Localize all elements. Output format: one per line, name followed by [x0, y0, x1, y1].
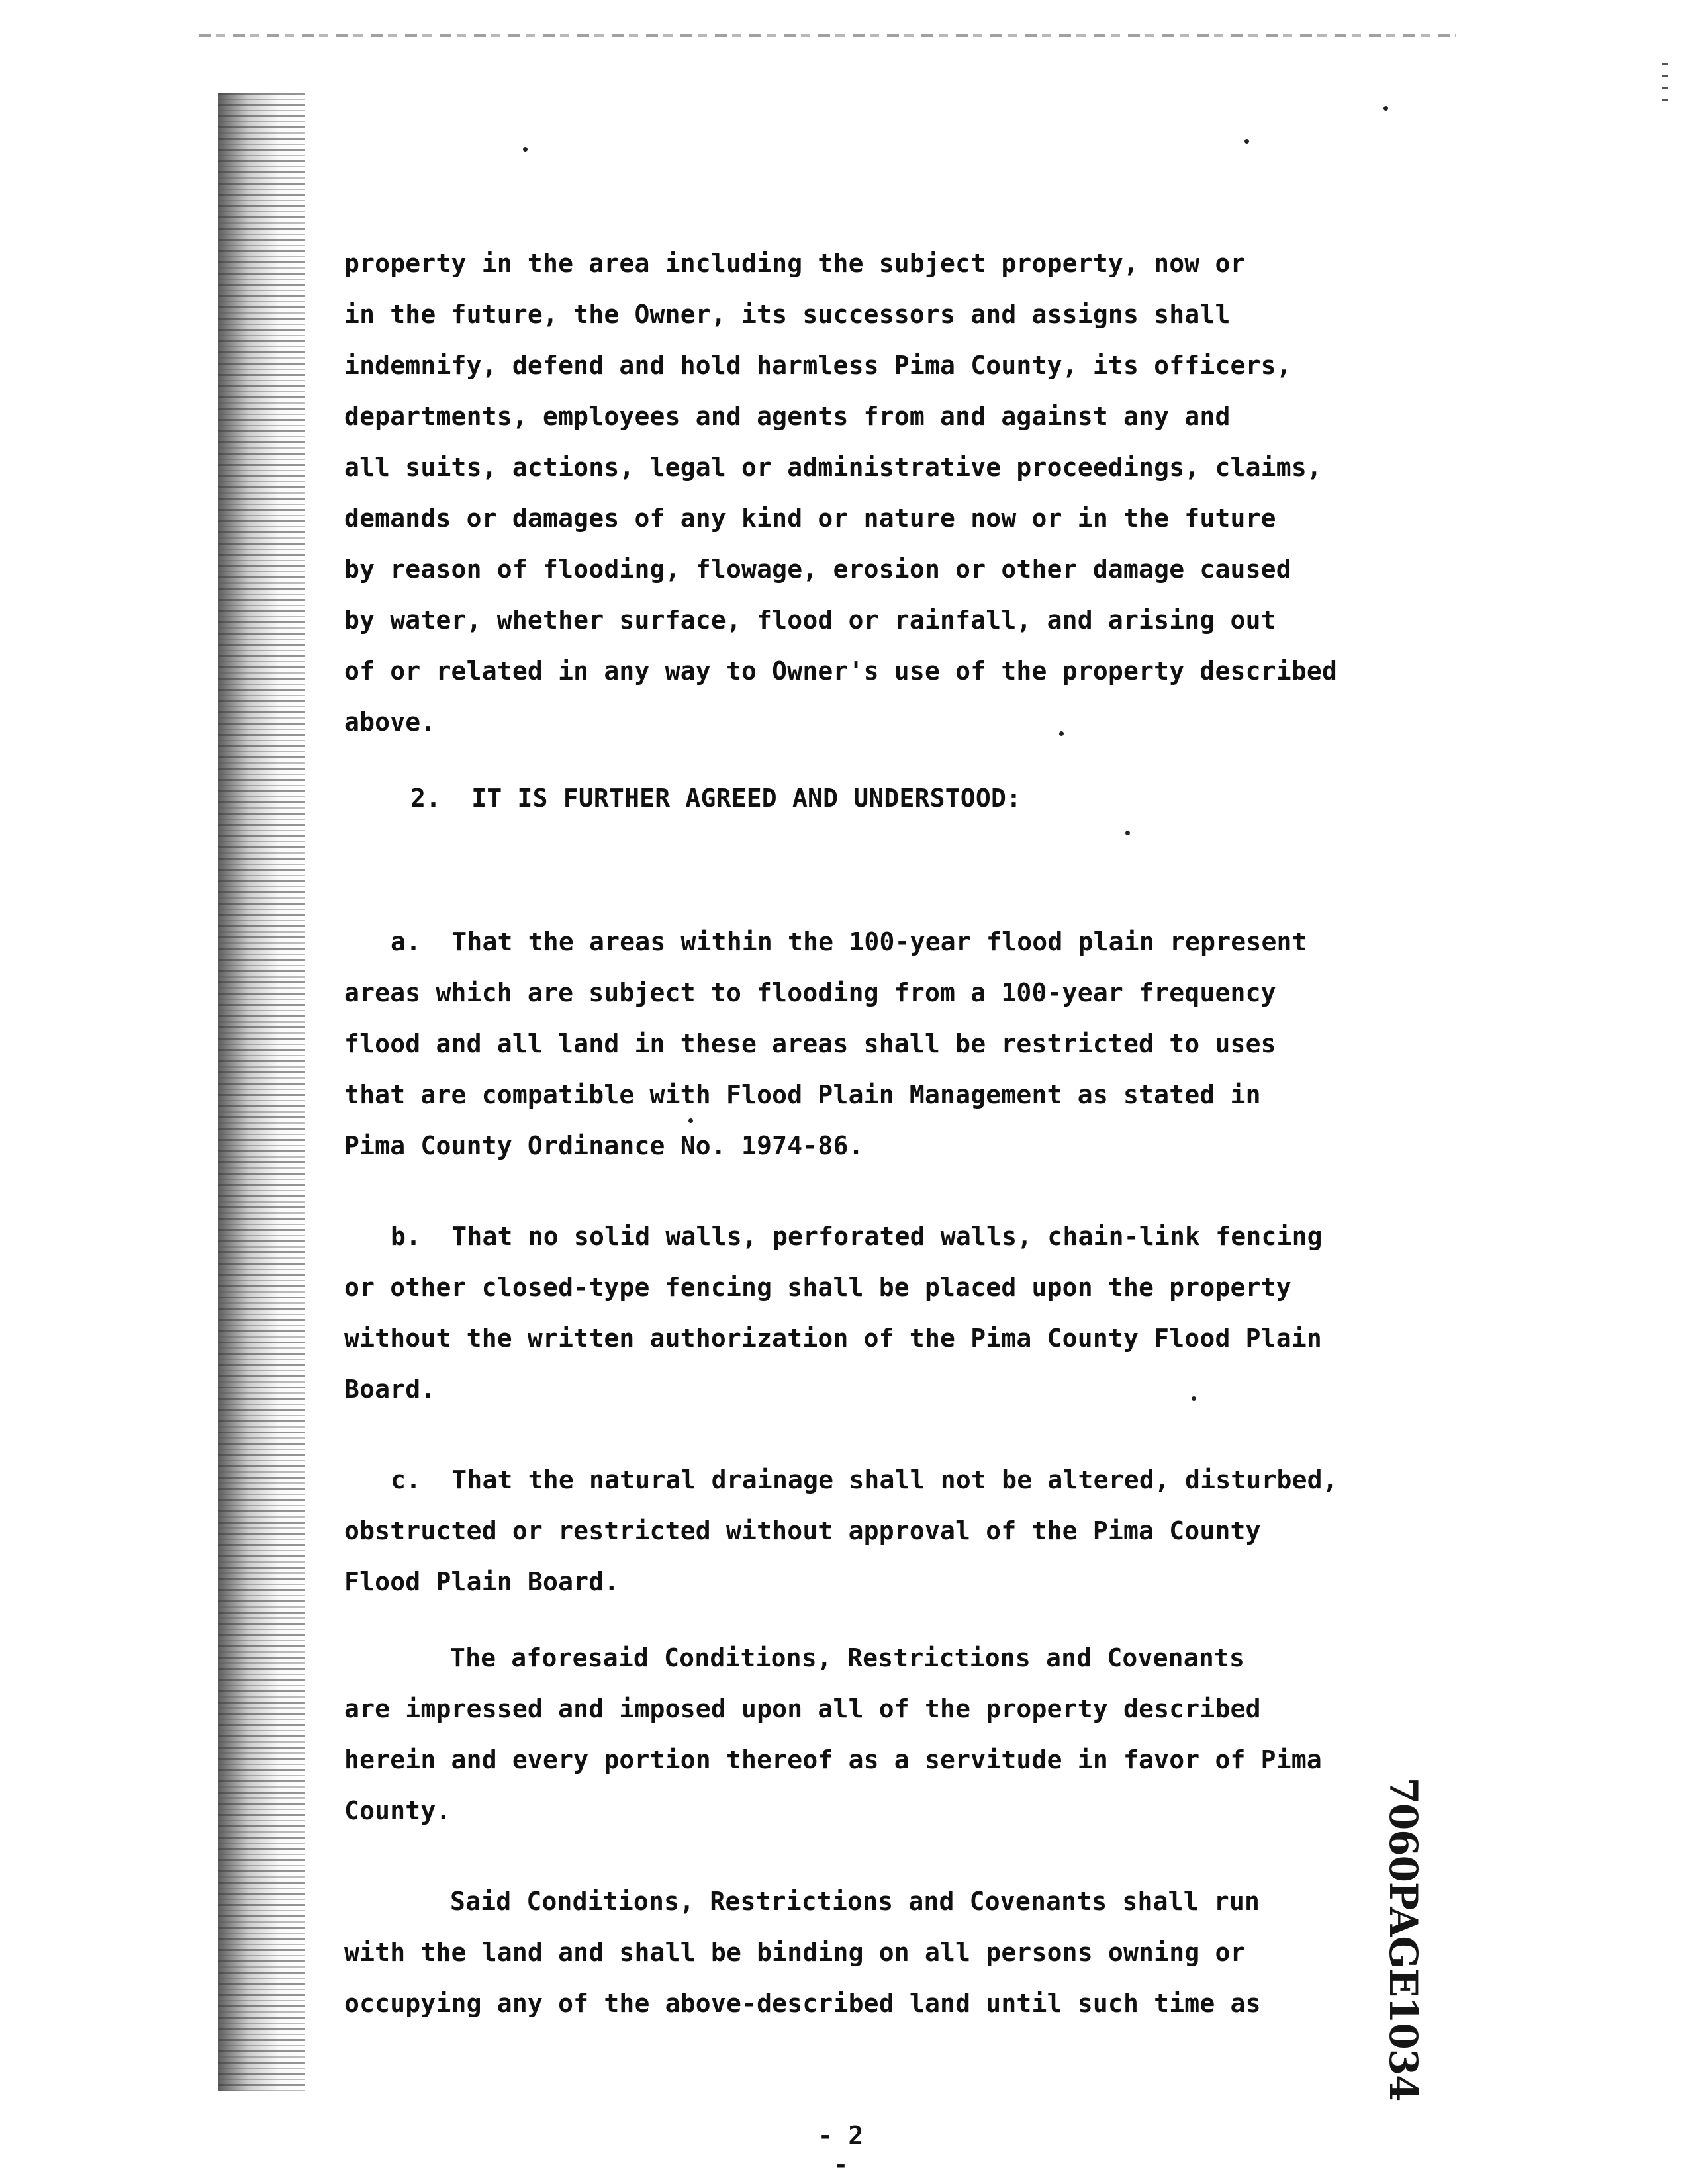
text-line: by reason of flooding, flowage, erosion or other damage caused	[344, 555, 1291, 584]
text-line: Said Conditions, Restrictions and Covenants shall run	[450, 1887, 1260, 1916]
scan-edge-marks	[1662, 63, 1668, 109]
text-line: by water, whether surface, flood or rainfall, and arising out	[344, 606, 1276, 635]
text-line: with the land and shall be binding on all persons owning or	[344, 1938, 1246, 1967]
text-line: b. That no solid walls, perforated walls, chain-link fencing	[391, 1222, 1323, 1251]
text-line: demands or damages of any kind or nature now or in the future	[344, 504, 1276, 533]
text-line: flood and all land in these areas shall be restricted to uses	[344, 1029, 1276, 1058]
recording-book-page-stamp	[1381, 1777, 1426, 2101]
text-line: areas which are subject to flooding from a 100-year frequency	[344, 978, 1276, 1007]
document-body	[344, 238, 1377, 2029]
scan-speck	[523, 147, 528, 152]
text-line: without the written authorization of the Pima County Flood Plain	[344, 1324, 1322, 1353]
text-line: Pima County Ordinance No. 1974-86.	[344, 1131, 864, 1160]
text-line: Board.	[344, 1375, 436, 1404]
text-line: in the future, the Owner, its successors and assigns shall	[344, 300, 1231, 329]
scan-speck	[1383, 106, 1388, 111]
item-b-paragraph	[344, 1211, 1377, 1415]
text-line: The aforesaid Conditions, Restrictions and Covenants	[450, 1643, 1245, 1672]
text-line: all suits, actions, legal or administrative proceedings, claims,	[344, 453, 1322, 482]
text-line: a. That the areas within the 100-year flood plain represent	[391, 927, 1307, 956]
text-line: Flood Plain Board.	[344, 1567, 620, 1596]
text-line: herein and every portion thereof as a servitude in favor of Pima	[344, 1745, 1322, 1774]
text-line: are impressed and imposed upon all of the property described	[344, 1694, 1261, 1723]
text-line: that are compatible with Flood Plain Management as stated in	[344, 1080, 1261, 1109]
scan-top-edge	[199, 34, 1456, 37]
text-line: departments, employees and agents from and against any and	[344, 402, 1231, 431]
text-line: property in the area including the subject property, now or	[344, 249, 1246, 278]
text-line: County.	[344, 1796, 451, 1825]
run-with-land-paragraph	[344, 1876, 1377, 2029]
text-line: of or related in any way to Owner's use of the property described	[344, 657, 1338, 686]
text-line: indemnify, defend and hold harmless Pima County, its officers,	[344, 351, 1291, 380]
text-line: occupying any of the above-described land until such time as	[344, 1989, 1261, 2018]
covenants-paragraph	[344, 1633, 1377, 1837]
item-c-paragraph	[344, 1455, 1377, 1608]
scan-speck	[1244, 139, 1249, 144]
text-line: or other closed-type fencing shall be placed upon the property	[344, 1273, 1291, 1302]
section-heading: 2. IT IS FURTHER AGREED AND UNDERSTOOD:	[410, 784, 1022, 813]
scan-binding-shadow	[218, 93, 305, 2091]
page-number: - 2 -	[818, 2121, 864, 2179]
book-page-number: 7060PAGE1034	[1381, 1777, 1426, 2101]
text-line: c. That the natural drainage shall not be altered, disturbed,	[391, 1465, 1338, 1494]
item-a-paragraph	[344, 917, 1377, 1171]
opening-paragraph	[344, 238, 1377, 748]
text-line: above.	[344, 707, 436, 737]
text-line: obstructed or restricted without approval of the Pima County	[344, 1516, 1261, 1545]
